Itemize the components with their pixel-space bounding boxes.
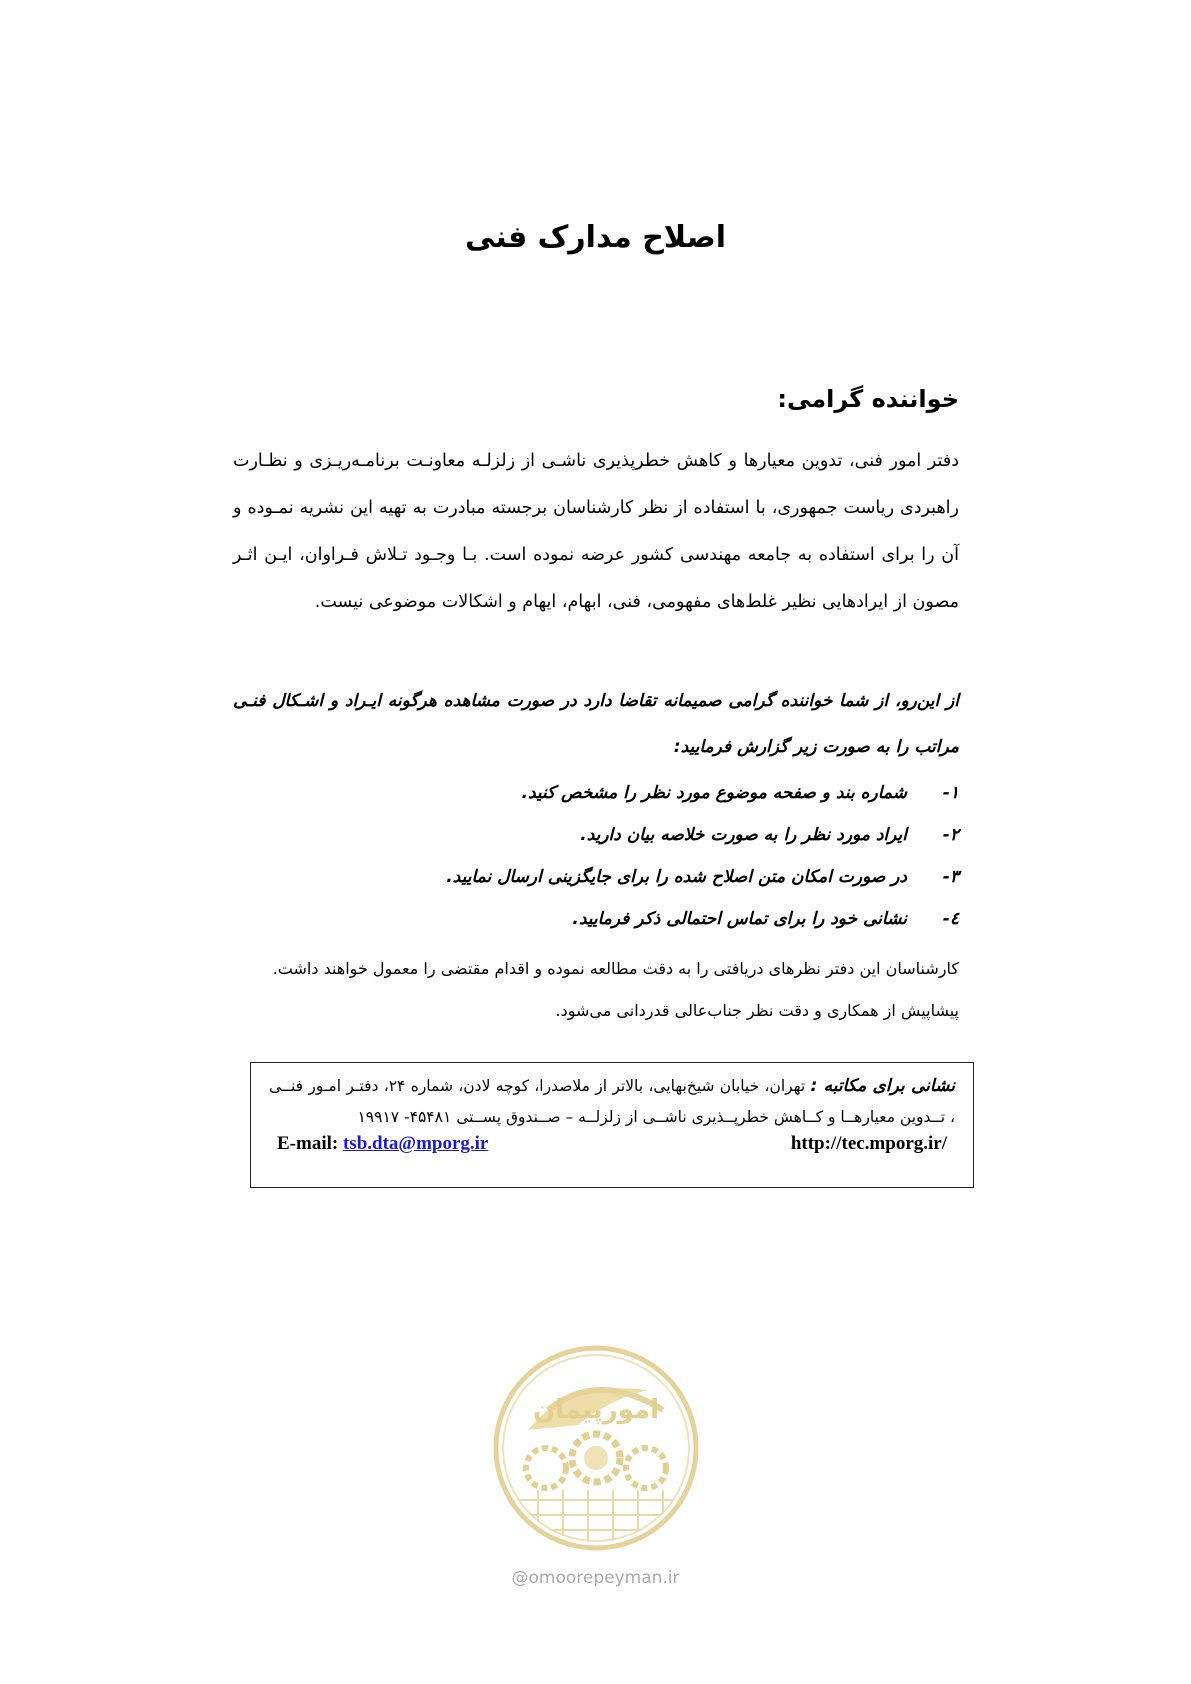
contact-address-text: تهران، خیابان شیخ‌بهایی، بالاتر از ملاصدرا، کوچه لادن، شماره ۲۴، دفتـر امـور فنــی ، تــدوین معیارهــا و کــاهش خطرپــذیری ناشــی از زلزلــه – صــندوق پســتی ۴۵۴۸۱- ۱۹۹۱۷ bbox=[269, 1077, 955, 1126]
email-line bbox=[277, 1133, 488, 1155]
request-paragraph: از این‌رو، از شما خواننده گرامی صمیمانه تقاضا دارد در صورت مشاهده هرگونه ایـراد و اشـکال فنـی مراتب را به صورت زیر گزارش فرمایید: bbox=[233, 691, 959, 757]
list-item bbox=[233, 856, 959, 898]
list-item-text: نشانی خود را برای تماس احتمالی ذکر فرمایید. bbox=[572, 909, 907, 929]
list-item-text: در صورت امکان متن اصلاح شده را برای جایگزینی ارسال نمایید. bbox=[446, 867, 907, 887]
list-item-text: شماره بند و صفحه موضوع مورد نظر را مشخص کنید. bbox=[521, 783, 907, 803]
list-item bbox=[233, 898, 959, 940]
list-item-number: ٤- bbox=[942, 909, 959, 929]
list-item-text: ایراد مورد نظر را به صورت خلاصه بیان دارید. bbox=[580, 825, 907, 845]
closing-line: پیشاپیش از همکاری و دقت نظر جناب‌عالی قدردانی می‌شود. bbox=[555, 1001, 959, 1020]
list-item bbox=[233, 814, 959, 856]
list-item-number: ۳- bbox=[942, 867, 959, 887]
page-title: اصلاح مدارک فنی bbox=[465, 220, 726, 255]
closing-paragraph bbox=[233, 948, 959, 1032]
contact-address bbox=[269, 1071, 955, 1133]
email-label: E-mail: bbox=[277, 1133, 339, 1154]
seal-icon bbox=[488, 1340, 704, 1556]
svg-text:امورپیمان: امورپیمان bbox=[532, 1395, 660, 1425]
contact-label: نشانی برای مکاتبه : bbox=[810, 1076, 955, 1096]
watermark-site: @omoorepeyman.ir bbox=[511, 1568, 680, 1588]
closing-line: کارشناسان این دفتر نظرهای دریافتی را به دقت مطالعه نموده و اقدام مقتضی را معمول خواهند داشت. bbox=[272, 959, 959, 978]
contact-box bbox=[250, 1062, 974, 1188]
website-text: http://tec.mporg.ir/ bbox=[790, 1133, 947, 1154]
greeting-heading: خواننده گرامی: bbox=[777, 385, 959, 413]
contact-links bbox=[269, 1133, 955, 1155]
intro-paragraph: دفتر امور فنی، تدوین معیارها و کاهش خطرپذیری ناشـی از زلزلـه معاونـت برنامـه‌ریـزی و نظـارت راهبردی ریاست جمهوری، با استفاده از نظر کارشناسان برجسته مبادرت به تهیه این نشریه نمـوده و آن را برای استفاده به جامعه مهندسی کشور عرضه نموده است. بـا وجـود تـلاش فـراوان، ایـن اثـر مصون از ایرادهایی نظیر غلط‌های مفهومی، فنی، ابهام، ایهام و اشکالات موضوعی نیست. bbox=[233, 451, 959, 612]
instruction-list bbox=[233, 772, 959, 940]
email-link[interactable]: tsb.dta@mporg.ir bbox=[342, 1133, 489, 1154]
watermark-logo bbox=[488, 1340, 704, 1556]
list-item-number: ۱- bbox=[942, 783, 959, 803]
list-item-number: ۲- bbox=[942, 825, 959, 845]
list-item bbox=[233, 772, 959, 814]
